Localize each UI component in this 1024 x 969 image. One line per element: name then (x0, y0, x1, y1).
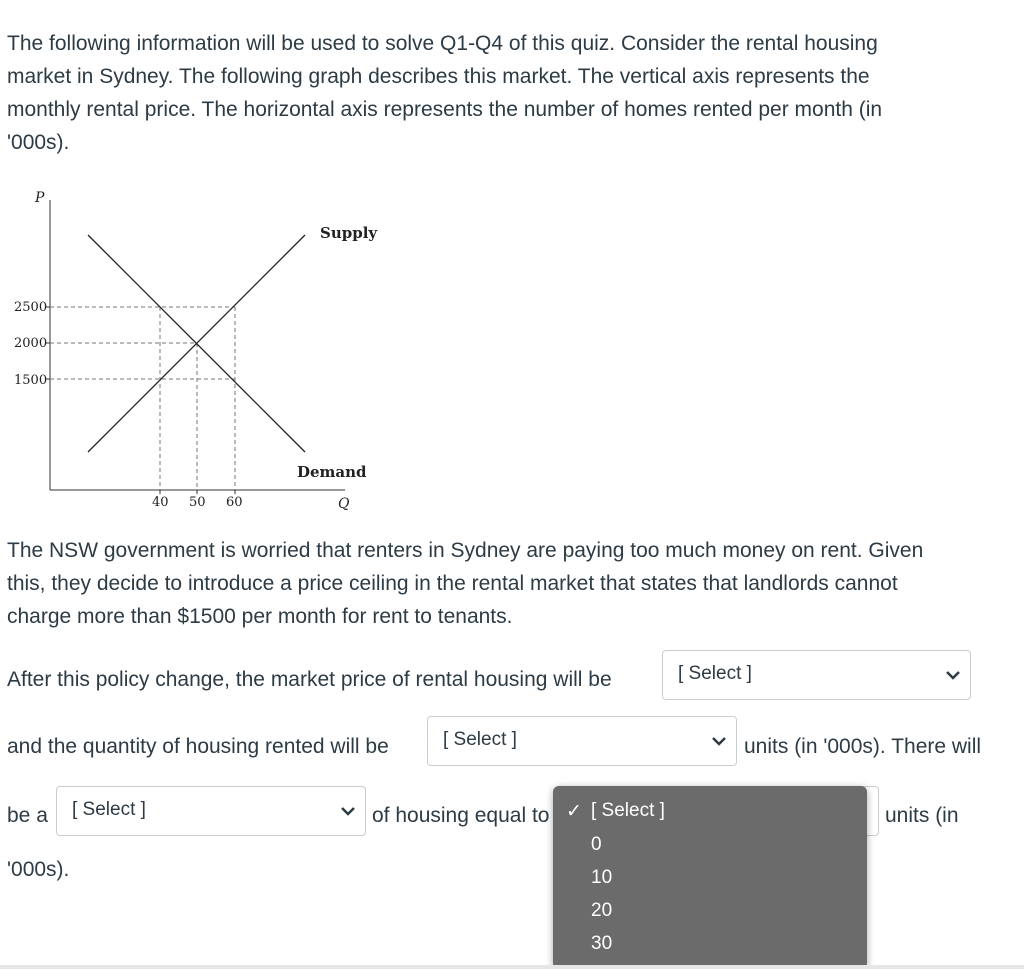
x-axis-label: Q (338, 496, 350, 512)
chevron-down-icon (710, 732, 728, 750)
price-select[interactable] (662, 650, 971, 700)
dropdown-option-0[interactable]: 0 (591, 834, 602, 855)
policy-line-1: The NSW government is worried that renters in Sydney are paying too much money on rent. Given (7, 539, 924, 562)
supply-demand-graph (0, 180, 400, 520)
x-tick-50: 50 (189, 495, 206, 510)
chevron-down-icon (944, 666, 962, 684)
q3-middle: of housing equal to (372, 804, 550, 827)
demand-label: Demand (297, 463, 367, 481)
supply-label: Supply (320, 224, 378, 242)
y-tick-1500: 1500 (14, 373, 48, 388)
policy-line-3: charge more than $1500 per month for rent to tenants. (7, 605, 513, 628)
q1-text: After this policy change, the market price of rental housing will be (7, 668, 612, 691)
intro-line-2: market in Sydney. The following graph describes this market. The vertical axis represents the (7, 65, 870, 88)
q3-suffix: units (in (885, 804, 959, 827)
price-select-value: [ Select ] (678, 663, 752, 684)
q3-prefix: be a (7, 804, 48, 827)
quantity-select-value: [ Select ] (443, 729, 517, 750)
dropdown-option-select[interactable]: [ Select ] (591, 800, 665, 821)
y-tick-2500: 2500 (14, 300, 48, 315)
checkmark-icon: ✓ (566, 801, 582, 822)
dropdown-option-30[interactable]: 30 (591, 933, 613, 954)
chevron-down-icon (339, 802, 357, 820)
bottom-divider (0, 965, 1024, 969)
dropdown-option-20[interactable]: 20 (591, 900, 613, 921)
policy-line-2: this, they decide to introduce a price ceiling in the rental market that states that landlords cannot (7, 572, 898, 595)
intro-line-1: The following information will be used to solve Q1-Q4 of this quiz. Consider the rental housing (7, 32, 878, 55)
dropdown-option-10[interactable]: 10 (591, 867, 613, 888)
x-tick-40: 40 (152, 495, 169, 510)
q3-end: '000s). (7, 858, 70, 881)
intro-paragraph (7, 27, 1007, 159)
amount-dropdown-menu[interactable] (553, 786, 867, 969)
y-tick-2000: 2000 (14, 336, 48, 351)
quantity-select[interactable] (427, 716, 737, 766)
policy-paragraph (7, 534, 1007, 633)
intro-line-3: monthly rental price. The horizontal axis represents the number of homes rented per month (in (7, 98, 883, 121)
guide-lines (50, 307, 235, 490)
shortage-surplus-select-value: [ Select ] (72, 799, 146, 820)
y-axis-label: P (35, 190, 45, 206)
q2-text: and the quantity of housing rented will be (7, 735, 389, 758)
q2-suffix: units (in '000s). There will (744, 735, 982, 758)
shortage-surplus-select[interactable] (56, 786, 366, 836)
intro-line-4: '000s). (7, 131, 70, 154)
x-tick-60: 60 (226, 495, 243, 510)
